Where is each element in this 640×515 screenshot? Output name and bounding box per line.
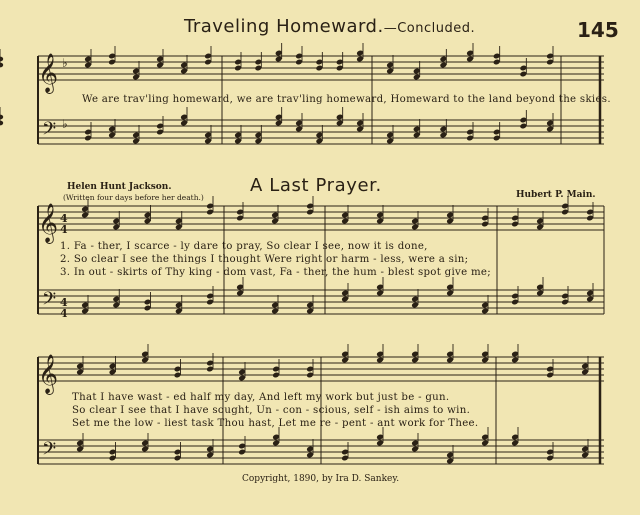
verse-3-part2: Set me the low - liest task Thou hast, Let me re - pent - ant work for Thee. bbox=[72, 418, 479, 429]
time-signature: 4 bbox=[60, 223, 68, 236]
time-signature: 4 bbox=[60, 296, 68, 309]
copyright: Copyright, 1890, by Ira D. Sankey. bbox=[242, 474, 400, 484]
key-flat: ♭ bbox=[62, 56, 68, 70]
verse-3-part1: 3. In out - skirts of Thy king - dom vast, Fa - ther, the hum - blest spot give me; bbox=[60, 267, 491, 278]
hymn1-lyric: We are trav'ling homeward, we are trav'ling homeward, Homeward to the land beyond the skies. bbox=[82, 94, 611, 105]
key-flat: ♭ bbox=[62, 117, 68, 131]
verse-2-part1: 2. So clear I see the things I thought Were right or harm - less, were a sin; bbox=[60, 254, 469, 265]
notehead bbox=[0, 57, 3, 62]
composer-credit: Hubert P. Main. bbox=[516, 190, 596, 200]
bass-clef: 𝄢 bbox=[42, 119, 57, 144]
author-credit: Helen Hunt Jackson. bbox=[67, 182, 172, 192]
treble-clef: 𝄞 bbox=[38, 53, 59, 93]
hymn1-subtitle: —Concluded. bbox=[383, 21, 476, 36]
bass-clef: 𝄢 bbox=[42, 289, 57, 314]
hymn1-title: Traveling Homeward. bbox=[184, 16, 384, 37]
hymn1-title-block bbox=[184, 16, 475, 37]
author-note: (Written four days before her death.) bbox=[63, 193, 204, 202]
verse-1-part1: 1. Fa - ther, I scarce - ly dare to pray, So clear I see, now it is done, bbox=[60, 241, 428, 252]
notehead bbox=[0, 63, 3, 68]
treble-clef: 𝄞 bbox=[38, 354, 59, 394]
notehead bbox=[0, 115, 3, 120]
bass-clef: 𝄢 bbox=[42, 439, 57, 464]
hymn2-title: A Last Prayer. bbox=[250, 175, 382, 196]
verse-1-part2: That I have wast - ed half my day, And left my work but just be - gun. bbox=[72, 392, 450, 403]
time-signature: 4 bbox=[60, 307, 68, 320]
time-signature: 4 bbox=[60, 212, 68, 225]
notehead bbox=[0, 121, 3, 126]
treble-clef: 𝄞 bbox=[38, 203, 59, 243]
page-number: 145 bbox=[577, 18, 619, 42]
verse-2-part2: So clear I see that I have sought, Un - con - scious, self - ish aims to win. bbox=[72, 405, 471, 416]
